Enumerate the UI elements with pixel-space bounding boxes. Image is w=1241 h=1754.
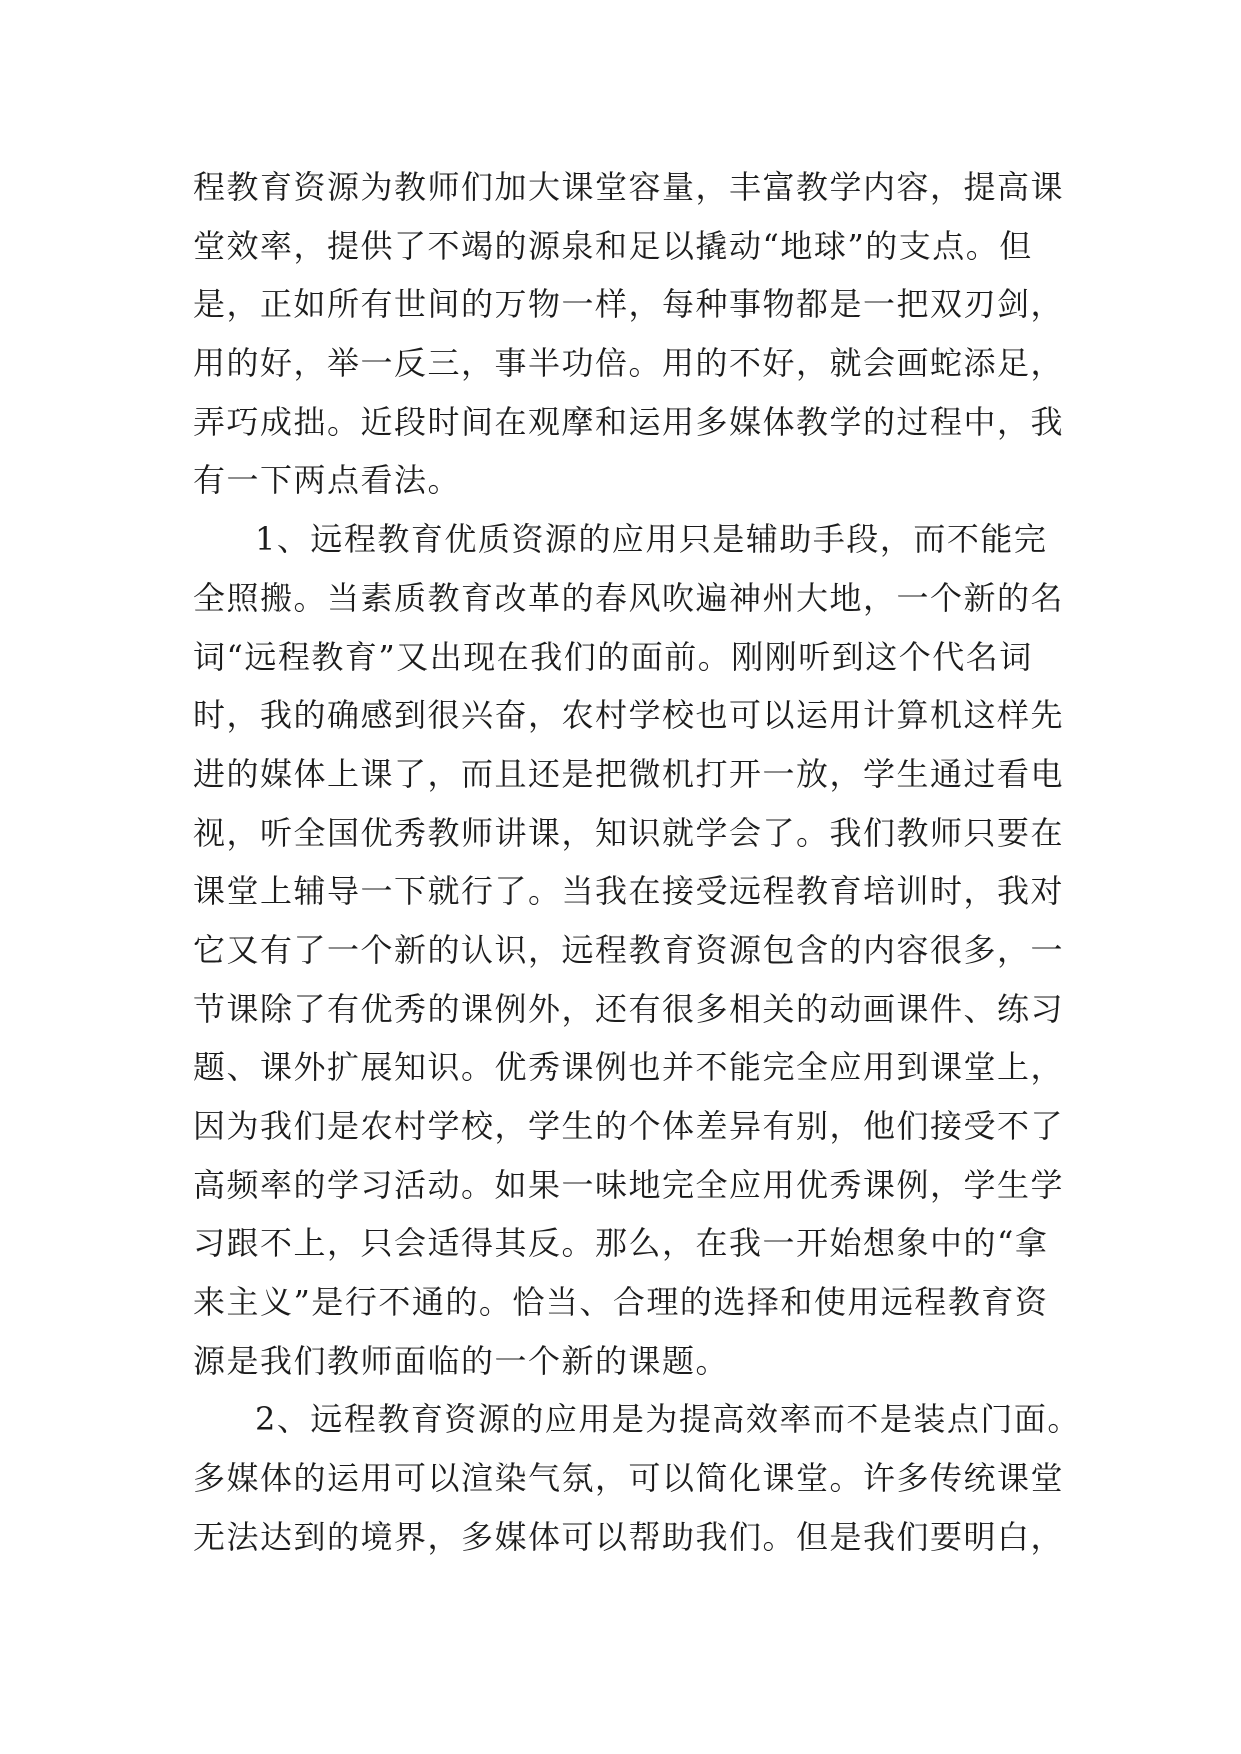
text-line: 因为我们是农村学校，学生的个体差异有别，他们接受不了: [193, 1107, 1065, 1145]
text-line: 源是我们教师面临的一个新的课题。: [193, 1341, 730, 1380]
text-line: 进的媒体上课了，而且还是把微机打开一放，学生通过看电: [193, 754, 1065, 793]
text-line: 多媒体的运用可以渲染气氛，可以简化课堂。许多传统课堂: [193, 1459, 1065, 1498]
text-line: 习跟不上，只会适得其反。那么，在我一开始想象中的“拿: [193, 1224, 1049, 1263]
text-line: 它又有了一个新的认识，远程教育资源包含的内容很多，一: [193, 930, 1065, 969]
text-line: 堂效率，提供了不竭的源泉和足以撬动“地球”的支点。但: [193, 226, 1033, 265]
text-line: 弄巧成拙。近段时间在观摩和运用多媒体教学的过程中，我: [193, 402, 1065, 441]
document-body: [193, 158, 1081, 1567]
text-line: 是，正如所有世间的万物一样，每种事物都是一把双刃剑，: [193, 285, 1065, 324]
text-line: 课堂上辅导一下就行了。当我在接受远程教育培训时，我对: [193, 872, 1065, 911]
text-line: 程教育资源为教师们加大课堂容量，丰富教学内容，提高课: [193, 168, 1065, 206]
text-line: 题、课外扩展知识。优秀课例也并不能完全应用到课堂上，: [193, 1048, 1065, 1087]
paragraph-point-1: [193, 510, 1073, 1390]
text-line: 全照搬。当素质教育改革的春风吹遍神州大地，一个新的名: [193, 578, 1065, 617]
text-line: 来主义”是行不通的。恰当、合理的选择和使用远程教育资: [193, 1283, 1049, 1322]
text-line: 1、远程教育优质资源的应用只是辅助手段，而不能完: [255, 520, 1048, 559]
text-line: 高频率的学习活动。如果一味地完全应用优秀课例，学生学: [193, 1165, 1065, 1204]
text-line: 有一下两点看法。: [193, 461, 462, 500]
text-line: 词“远程教育”又出现在我们的面前。刚刚听到这个代名词: [193, 637, 1033, 676]
text-line: 无法达到的境界，多媒体可以帮助我们。但是我们要明白，: [193, 1517, 1065, 1556]
text-line: 时，我的确感到很兴奋，农村学校也可以运用计算机这样先: [193, 696, 1065, 735]
text-line: 2、远程教育资源的应用是为提高效率而不是装点门面。: [255, 1400, 1081, 1439]
text-line: 用的好，举一反三，事半功倍。用的不好，就会画蛇添足，: [193, 344, 1065, 383]
text-line: 视，听全国优秀教师讲课，知识就学会了。我们教师只要在: [193, 813, 1065, 852]
paragraph-intro-continuation: [193, 158, 1073, 510]
text-line: 节课除了有优秀的课例外，还有很多相关的动画课件、练习: [193, 989, 1065, 1028]
paragraph-point-2: [193, 1390, 1081, 1566]
